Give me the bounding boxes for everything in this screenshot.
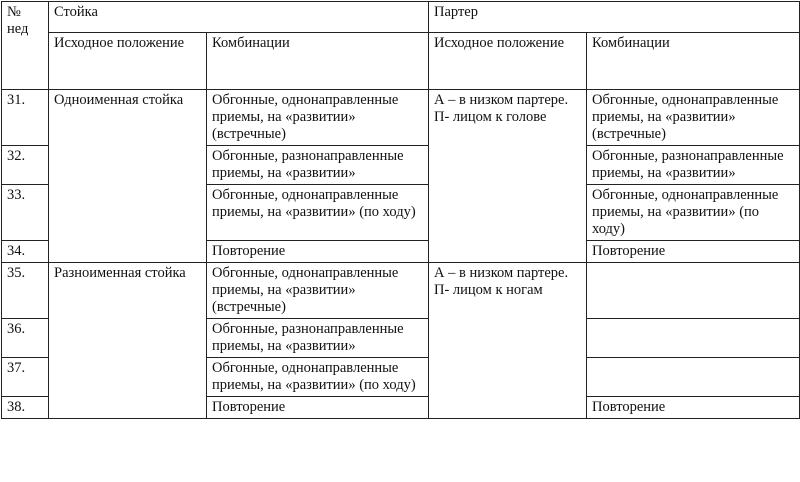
stand-combination: Повторение	[207, 397, 429, 419]
parterre-initial-position: А – в низком партере. П- лицом к ногам	[429, 263, 587, 419]
header-parterre: Партер	[429, 2, 800, 33]
parterre-combination: Обгонные, разнонаправленные приемы, на «развитии»	[587, 146, 800, 185]
parterre-initial-position: А – в низком партере. П- лицом к голове	[429, 90, 587, 263]
table-row	[2, 263, 800, 319]
stand-combination: Обгонные, разнонаправленные приемы, на «развитии»	[207, 319, 429, 358]
header-stand-initial-position: Исходное положение	[49, 33, 207, 90]
stand-combination: Обгонные, однонаправленные приемы, на «развитии» (по ходу)	[207, 185, 429, 241]
header-week-number: № нед	[2, 2, 49, 90]
week-number: 31.	[2, 90, 49, 146]
header-row-subcolumns	[2, 33, 800, 90]
header-parterre-combinations: Комбинации	[587, 33, 800, 90]
stand-combination: Обгонные, разнонаправленные приемы, на «развитии»	[207, 146, 429, 185]
week-number: 37.	[2, 358, 49, 397]
week-number: 33.	[2, 185, 49, 241]
week-number: 34.	[2, 241, 49, 263]
parterre-combination	[587, 263, 800, 319]
header-parterre-initial-position: Исходное положение	[429, 33, 587, 90]
stand-combination: Обгонные, однонаправленные приемы, на «развитии» (по ходу)	[207, 358, 429, 397]
stand-initial-position: Разноименная стойка	[49, 263, 207, 419]
header-stand: Стойка	[49, 2, 429, 33]
table-row	[2, 90, 800, 146]
week-number: 36.	[2, 319, 49, 358]
parterre-combination: Обгонные, однонаправленные приемы, на «развитии» (встречные)	[587, 90, 800, 146]
header-stand-combinations: Комбинации	[207, 33, 429, 90]
parterre-combination	[587, 358, 800, 397]
stand-combination: Повторение	[207, 241, 429, 263]
week-number: 38.	[2, 397, 49, 419]
parterre-combination: Обгонные, однонаправленные приемы, на «развитии» (по ходу)	[587, 185, 800, 241]
stand-combination: Обгонные, однонаправленные приемы, на «развитии» (встречные)	[207, 263, 429, 319]
week-number: 35.	[2, 263, 49, 319]
week-number: 32.	[2, 146, 49, 185]
stand-combination: Обгонные, однонаправленные приемы, на «развитии» (встречные)	[207, 90, 429, 146]
training-plan-table	[1, 1, 800, 419]
header-row-groups	[2, 2, 800, 33]
parterre-combination: Повторение	[587, 241, 800, 263]
parterre-combination	[587, 319, 800, 358]
stand-initial-position: Одноименная стойка	[49, 90, 207, 263]
parterre-combination: Повторение	[587, 397, 800, 419]
